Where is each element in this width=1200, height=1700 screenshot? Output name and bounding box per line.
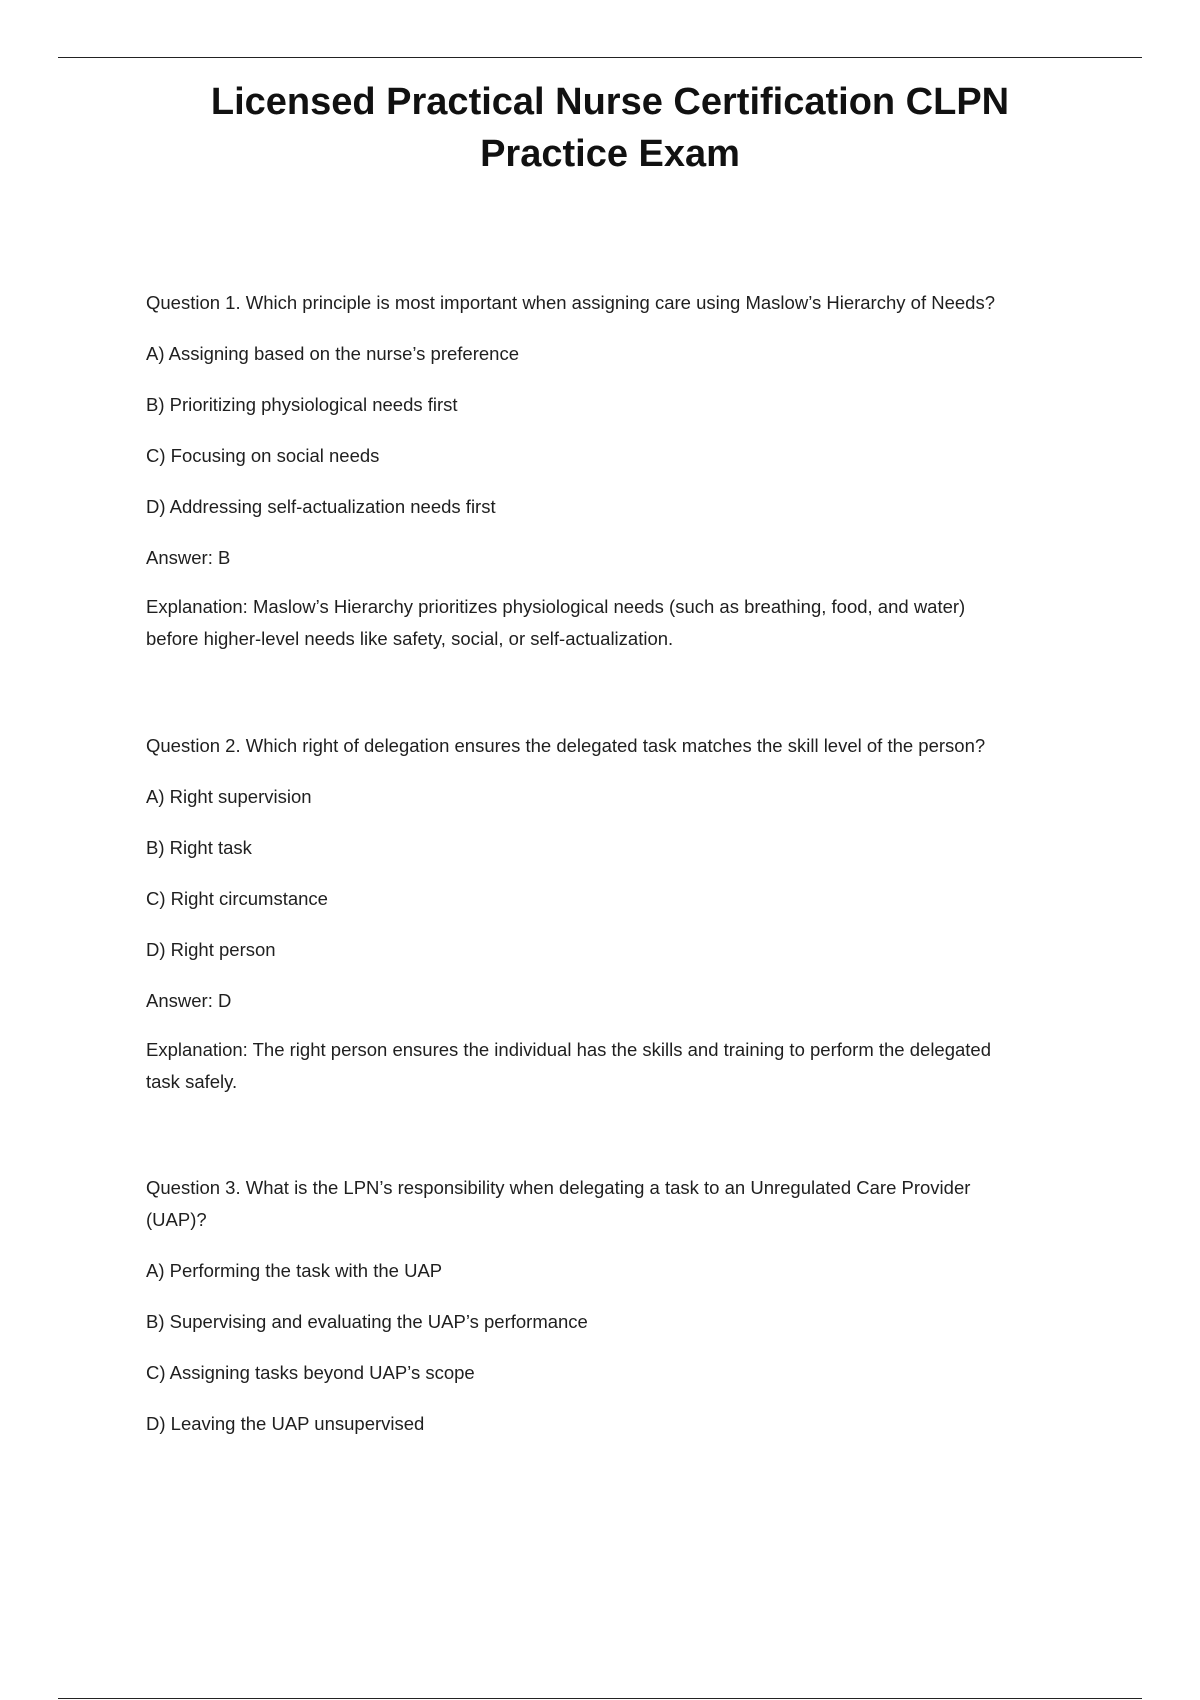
question-text-line-2: (UAP)? xyxy=(146,1209,207,1230)
answer-option-d: D) Addressing self-actualization needs first xyxy=(146,496,496,517)
answer-option-a: A) Right supervision xyxy=(146,786,312,807)
question-text xyxy=(146,1172,1086,1236)
answer-option-b: B) Supervising and evaluating the UAP’s performance xyxy=(146,1311,588,1332)
answer-option-a: A) Performing the task with the UAP xyxy=(146,1260,443,1281)
answer-option-a: A) Assigning based on the nurse’s preference xyxy=(146,343,519,364)
explanation xyxy=(146,1034,1086,1098)
question-block-2 xyxy=(146,730,1086,1098)
correct-answer: Answer: B xyxy=(146,547,231,568)
answer-option-c: C) Right circumstance xyxy=(146,888,328,909)
title-line-2: Practice Exam xyxy=(480,133,740,175)
answer-option-d: D) Leaving the UAP unsupervised xyxy=(146,1413,425,1434)
answer-option-b: B) Prioritizing physiological needs first xyxy=(146,394,458,415)
correct-answer: Answer: D xyxy=(146,990,232,1011)
question-block-1 xyxy=(146,287,1086,655)
explanation-line-1: Explanation: The right person ensures the individual has the skills and training to perform the delegated xyxy=(146,1039,992,1060)
bottom-rule xyxy=(58,1698,1142,1699)
answer-option-b: B) Right task xyxy=(146,837,252,858)
question-block-3 xyxy=(146,1172,1086,1459)
top-rule xyxy=(58,57,1142,58)
answer-option-d: D) Right person xyxy=(146,939,276,960)
explanation-line-1: Explanation: Maslow’s Hierarchy prioritizes physiological needs (such as breathing, food, and water) xyxy=(146,596,966,617)
explanation-line-2: before higher-level needs like safety, social, or self-actualization. xyxy=(146,628,674,649)
page-title xyxy=(110,76,1110,180)
explanation-line-2: task safely. xyxy=(146,1071,238,1092)
question-text-line-1: Question 3. What is the LPN’s responsibility when delegating a task to an Unregulated Care Provider xyxy=(146,1177,971,1198)
answer-option-c: C) Focusing on social needs xyxy=(146,445,380,466)
title-line-1: Licensed Practical Nurse Certification CLPN xyxy=(210,81,1010,123)
explanation xyxy=(146,591,1086,655)
question-text: Question 2. Which right of delegation ensures the delegated task matches the skill level of the person? xyxy=(146,735,986,756)
answer-option-c: C) Assigning tasks beyond UAP’s scope xyxy=(146,1362,475,1383)
question-text: Question 1. Which principle is most important when assigning care using Maslow’s Hierarchy of Needs? xyxy=(146,292,995,313)
